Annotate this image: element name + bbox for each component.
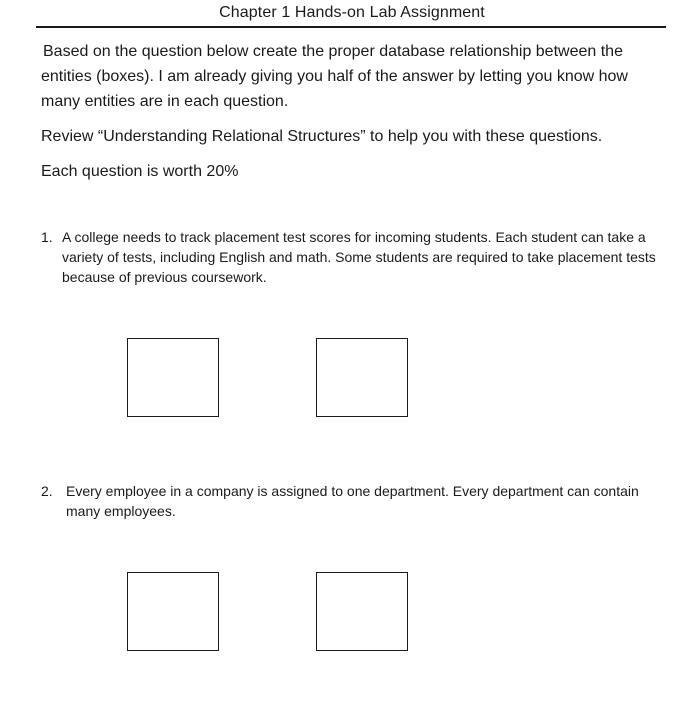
entity-box[interactable] xyxy=(127,338,219,417)
title-underline xyxy=(36,26,666,28)
instructions-paragraph: Based on the question below create the proper database relationship between the entities (boxes). I am already giving you half of the answer by letting you know how many entities are in each question. xyxy=(41,43,628,110)
document-title: Chapter 1 Hands-on Lab Assignment xyxy=(219,4,485,21)
question-number: 2. xyxy=(41,483,53,499)
question-text: Every employee in a company is assigned to one department. Every department can contain many employees. xyxy=(66,483,639,519)
question-number: 1. xyxy=(41,229,53,245)
instructions xyxy=(41,39,661,184)
entity-box[interactable] xyxy=(127,572,219,651)
question-text: A college needs to track placement test scores for incoming students. Each student can take a variety of tests, including English and math. Some students are required to take placement tests because of previous coursework. xyxy=(62,229,656,285)
entity-box[interactable] xyxy=(316,338,408,417)
question-2 xyxy=(41,481,641,521)
review-note: Review “Understanding Relational Structures” to help you with these questions. xyxy=(41,128,603,145)
question-1 xyxy=(41,227,671,287)
entity-box[interactable] xyxy=(316,572,408,651)
grading-note: Each question is worth 20% xyxy=(41,163,239,180)
